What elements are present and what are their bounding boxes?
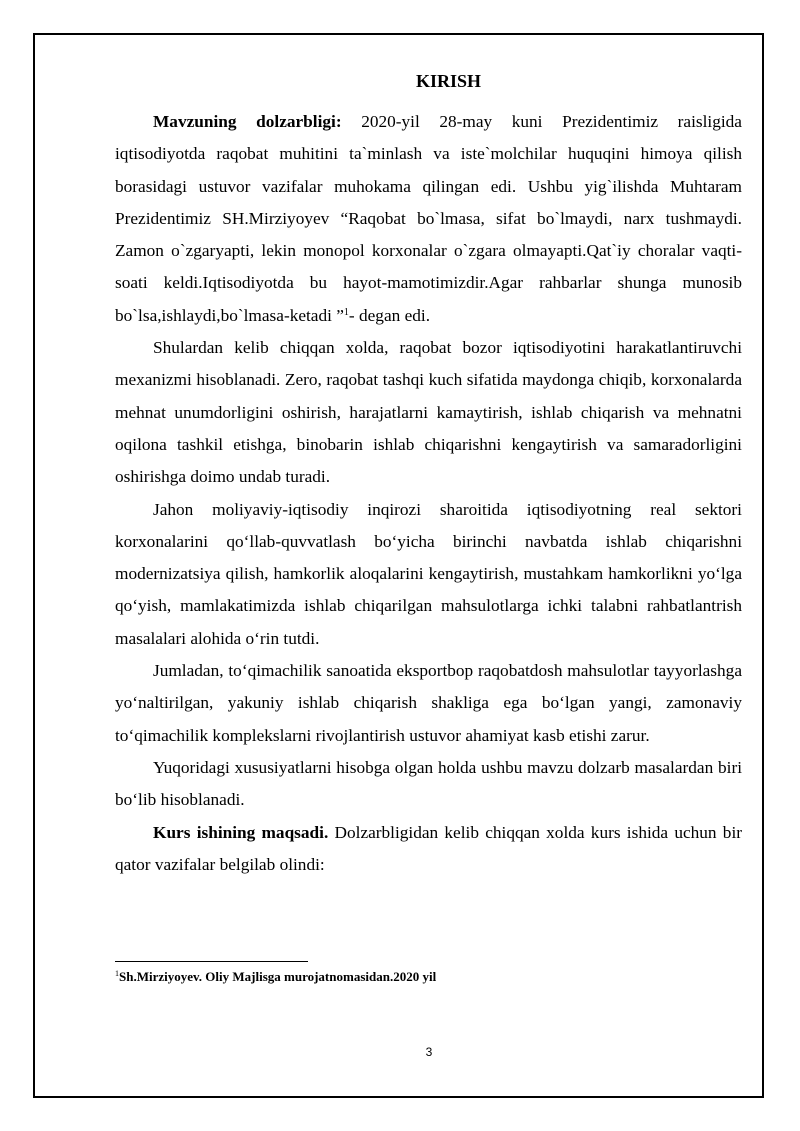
paragraph-competition: Shulardan kelib chiqqan xolda, raqobat bozor iqtisodiyotini harakatlantiruvchi mexanizmi hisoblanadi. Zero, raqobat tashqi kuch sifatida maydonga chiqib, korxonalarda mehnat unumdorligini oshirish, harajatlarni kamaytirish, ishlab chiqarish va mehnatni oqilona tashkil etishga, binobarin ishlab chiqarishni kengaytirish va samaradorligini oshirishga doimo undab turadi.	[115, 338, 742, 487]
paragraph-text: 2020-yil 28-may kuni Prezidentimiz raisligida iqtisodiyotda raqobat muhitini ta`minlash va iste`molchilar huquqini himoya qilish borasidagi ustuvor vazifalar muhokama qilingan edi. Ushbu yig`ilishda Muhtaram Prezidentimiz SH.Mirziyoyev “Raqobat bo`lmasa, sifat bo`lmaydi, narx tushmaydi. Zamon o`zgaryapti, lekin monopol korxonalar o`zgara olmayapti.Qat`iy choralar vaqti-soati keldi.Iqtisodiyotda bu hayot-mamotimizdir.Agar rahbarlar shunga munosib bo`lsa,ishlaydi,bo`lmasa-ketadi ”	[115, 112, 742, 325]
footnote-number: 1	[115, 969, 119, 978]
paragraph-relevance	[115, 106, 742, 332]
paragraph-lead: Kurs ishining maqsadi.	[153, 822, 329, 842]
document-body	[115, 70, 742, 881]
footnote-reference[interactable]: 1	[343, 306, 349, 318]
paragraph-summary: Yuqoridagi xususiyatlarni hisobga olgan holda ushbu mavzu dolzarb masalardan biri bo‘lib hisoblanadi.	[115, 757, 742, 810]
paragraph-goal	[115, 817, 742, 882]
footnote-text: Sh.Mirziyoyev. Oliy Majlisga murojatnomasidan.2020 yil	[119, 969, 437, 984]
page-number: 3	[425, 1045, 433, 1059]
page-title: KIRISH	[415, 71, 482, 91]
footnote-separator	[115, 961, 308, 962]
paragraph-crisis: Jahon moliyaviy-iqtisodiy inqirozi sharoitida iqtisodiyotning real sektori korxonalarini qo‘llab-quvvatlash bo‘yicha birinchi navbatda ishlab chiqarishni modernizatsiya qilish, hamkorlik aloqalarini kengaytirish, mustahkam hamkorlikni yo‘lga qo‘yish, mamlakatimizda ishlab chiqarilgan mahsulotlarga ichki talabni rahbatlantrish masalalari alohida o‘rin tutdi.	[115, 499, 742, 648]
paragraph-textile: Jumladan, to‘qimachilik sanoatida eksportbop raqobatdosh mahsulotlar tayyorlashga yo‘naltirilgan, yakuniy ishlab chiqarish shakliga ega bo‘lgan yangi, zamonaviy to‘qimachilik komplekslarni rivojlantirish ustuvor ahamiyat kasb etishi zarur.	[115, 661, 742, 745]
paragraph-text: Dolzarbligidan kelib chiqqan xolda kurs ishida uchun bir qator vazifalar belgilab olindi:	[115, 822, 742, 874]
paragraph-tail: - degan edi.	[348, 305, 431, 325]
paragraph-lead: Mavzuning dolzarbligi:	[153, 112, 342, 131]
footnote	[115, 969, 436, 985]
